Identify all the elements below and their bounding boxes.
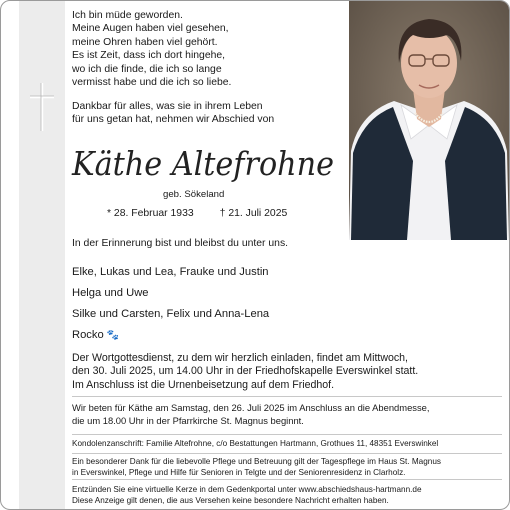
life-dates: [107, 207, 287, 220]
poem-line: Meine Augen haben viel gesehen,: [72, 23, 229, 35]
closing-note: [72, 484, 422, 506]
pet-name: Rocko: [72, 329, 104, 341]
poem-line: vermisst habe und die ich so liebe.: [72, 77, 232, 89]
service-line: den 30. Juli 2025, um 14.00 Uhr in der Friedhofskapelle Everswinkel statt.: [72, 365, 419, 378]
divider: [72, 434, 502, 435]
birth-name: geb. Sökeland: [163, 189, 225, 200]
poem-line: meine Ohren haben viel gehört.: [72, 36, 218, 48]
poem-line: Ich bin müde geworden.: [72, 10, 183, 21]
divider: [72, 453, 502, 454]
thanks-note: [72, 456, 441, 478]
gratitude-text: [72, 100, 274, 127]
poem-line: wo ich die finde, die ich so lange: [72, 63, 222, 75]
divider: [72, 479, 502, 480]
service-line: Der Wortgottesdienst, zu dem wir herzlich einladen, findet am Mittwoch,: [72, 352, 409, 364]
gratitude-line: Dankbar für alles, was sie in ihrem Leben: [72, 101, 263, 112]
family-line-pet: [72, 329, 119, 342]
condolence-address: Kondolenzanschrift: Familie Altefrohne, c/o Bestattungen Hartmann, Grothues 11, 48351 Everswinkel: [72, 439, 439, 448]
birth-date: * 28. Februar 1933: [107, 208, 194, 219]
death-date: † 21. Juli 2025: [219, 208, 288, 219]
service-line: Im Anschluss ist die Urnenbeisetzung auf dem Friedhof.: [72, 378, 335, 391]
family-line: Helga und Uwe: [72, 287, 149, 299]
thanks-line: Ein besonderer Dank für die liebevolle Pflege und Betreuung gilt der Tagespflege im Haus St. Magnus: [72, 457, 441, 466]
closing-line: Entzünden Sie eine virtuelle Kerze in dem Gedenkportal unter www.abschiedshaus-hartmann.de: [72, 485, 422, 494]
closing-line: Diese Anzeige gilt denen, die aus Versehen keine besondere Nachricht erhalten haben.: [72, 496, 389, 505]
gratitude-line: für uns getan hat, nehmen wir Abschied von: [72, 114, 275, 126]
evening-prayer: [72, 401, 430, 427]
deceased-name-text: Käthe Altefrohne: [71, 144, 335, 183]
service-announcement: [72, 352, 418, 392]
memory-line: In der Erinnerung bist und bleibst du unter uns.: [72, 238, 289, 249]
evening-prayer-line: Wir beten für Käthe am Samstag, den 26. Juli 2025 im Anschluss an die Abendmesse,: [72, 402, 430, 413]
deceased-name: [70, 141, 340, 185]
evening-prayer-line: die um 18.00 Uhr in der Pfarrkirche St. Magnus beginnt.: [72, 415, 304, 426]
poem-line: Es ist Zeit, dass ich dort hingehe,: [72, 50, 226, 62]
poem: [72, 9, 231, 89]
family-line: Silke und Carsten, Felix und Anna-Lena: [72, 308, 270, 320]
decorative-side-band: [19, 1, 65, 509]
cross-icon: [27, 81, 57, 133]
paw-icon: 🐾: [106, 330, 120, 341]
thanks-line: in Everswinkel, Pflege und Hilfe für Senioren in Telgte und der Seniorenresidenz in Clarholz.: [72, 468, 406, 477]
divider: [72, 396, 502, 397]
portrait-photo: [349, 1, 509, 240]
family-line: Elke, Lukas und Lea, Frauke und Justin: [72, 266, 269, 278]
